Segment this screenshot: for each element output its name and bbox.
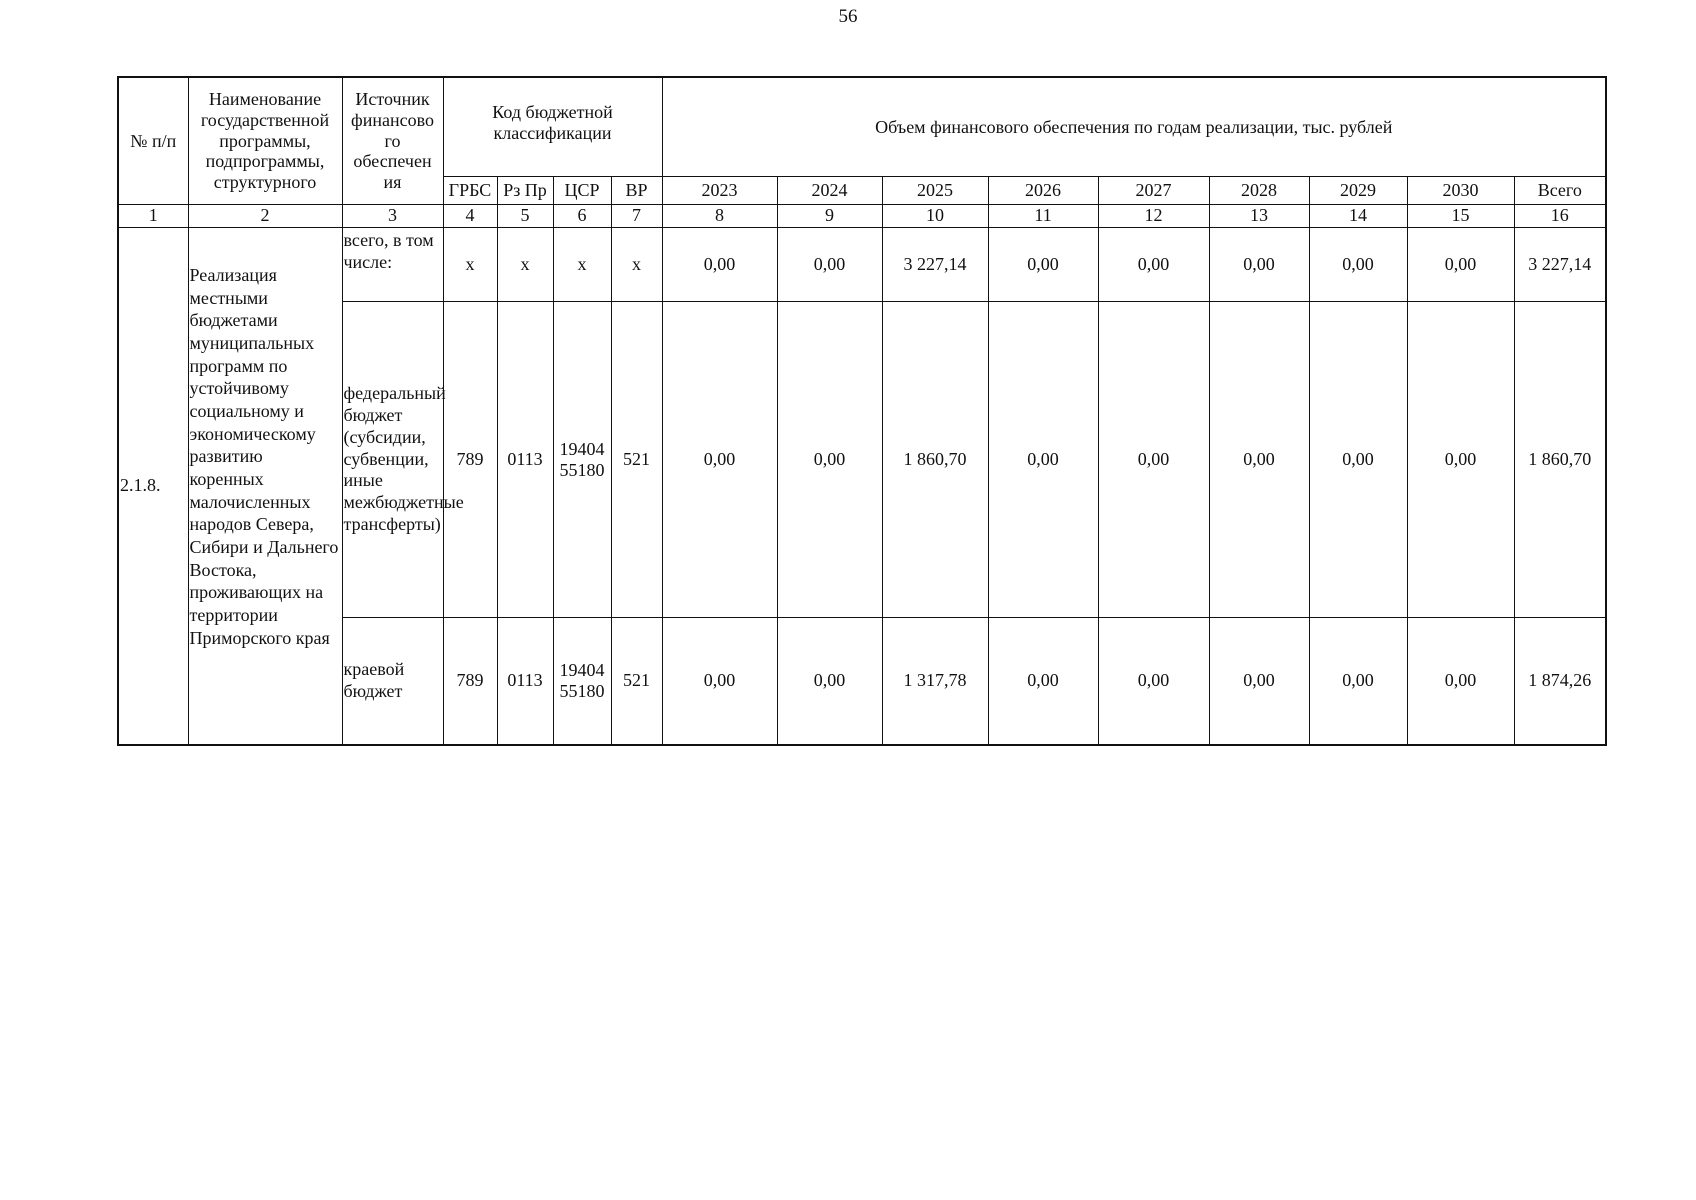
cell-csr: х bbox=[553, 228, 611, 302]
header-col-source: Источник финансово го обеспечен ия bbox=[342, 77, 443, 205]
cell-2029: 0,00 bbox=[1309, 228, 1407, 302]
header-vr: ВР bbox=[611, 177, 662, 205]
cell-csr: 19404 55180 bbox=[553, 618, 611, 746]
cell-2027: 0,00 bbox=[1098, 618, 1209, 746]
cell-2029: 0,00 bbox=[1309, 302, 1407, 618]
cell-vr: х bbox=[611, 228, 662, 302]
column-number-row bbox=[118, 205, 1606, 228]
header-col-num: № п/п bbox=[118, 77, 188, 205]
header-year-2030: 2030 bbox=[1407, 177, 1514, 205]
source-regional: краевой бюджет bbox=[342, 618, 443, 746]
cell-2028: 0,00 bbox=[1209, 228, 1309, 302]
column-number: 11 bbox=[988, 205, 1098, 228]
header-year-2023: 2023 bbox=[662, 177, 777, 205]
cell-2024: 0,00 bbox=[777, 228, 882, 302]
cell-vr: 521 bbox=[611, 302, 662, 618]
cell-grbs: 789 bbox=[443, 618, 497, 746]
cell-2023: 0,00 bbox=[662, 228, 777, 302]
header-total: Всего bbox=[1514, 177, 1606, 205]
column-number: 16 bbox=[1514, 205, 1606, 228]
column-number: 15 bbox=[1407, 205, 1514, 228]
cell-2030: 0,00 bbox=[1407, 618, 1514, 746]
header-year-2027: 2027 bbox=[1098, 177, 1209, 205]
column-number: 12 bbox=[1098, 205, 1209, 228]
column-number: 9 bbox=[777, 205, 882, 228]
cell-total: 3 227,14 bbox=[1514, 228, 1606, 302]
header-year-2025: 2025 bbox=[882, 177, 988, 205]
table-row bbox=[118, 302, 1606, 618]
header-col-code-label: Код бюджетной классификации bbox=[492, 102, 613, 143]
cell-2030: 0,00 bbox=[1407, 302, 1514, 618]
entry-number: 2.1.8. bbox=[118, 228, 188, 746]
column-number: 1 bbox=[118, 205, 188, 228]
table-row bbox=[118, 618, 1606, 746]
column-number: 4 bbox=[443, 205, 497, 228]
cell-vr: 521 bbox=[611, 618, 662, 746]
cell-csr: 19404 55180 bbox=[553, 302, 611, 618]
column-number: 10 bbox=[882, 205, 988, 228]
column-number: 14 bbox=[1309, 205, 1407, 228]
column-number: 7 bbox=[611, 205, 662, 228]
budget-table bbox=[117, 76, 1607, 746]
cell-total: 1 860,70 bbox=[1514, 302, 1606, 618]
cell-2025: 1 860,70 bbox=[882, 302, 988, 618]
header-year-2028: 2028 bbox=[1209, 177, 1309, 205]
cell-rzpr: 0113 bbox=[497, 302, 553, 618]
cell-2026: 0,00 bbox=[988, 618, 1098, 746]
header-col-name: Наименование государственной программы, подпрограммы, структурного bbox=[188, 77, 342, 205]
header-year-2026: 2026 bbox=[988, 177, 1098, 205]
header-csr: ЦСР bbox=[553, 177, 611, 205]
cell-2027: 0,00 bbox=[1098, 228, 1209, 302]
column-number: 13 bbox=[1209, 205, 1309, 228]
header-year-2024: 2024 bbox=[777, 177, 882, 205]
cell-grbs: х bbox=[443, 228, 497, 302]
cell-2028: 0,00 bbox=[1209, 302, 1309, 618]
program-name: Реализация местными бюджетами муниципальных программ по устойчивому социальному и экономическому развитию коренных малочисленных народов Севера, Сибири и Дальнего Востока, проживающих на территории Приморского края bbox=[188, 228, 342, 746]
cell-2029: 0,00 bbox=[1309, 618, 1407, 746]
cell-2025: 3 227,14 bbox=[882, 228, 988, 302]
header-col-code bbox=[443, 77, 662, 177]
header-grbs: ГРБС bbox=[443, 177, 497, 205]
cell-rzpr: 0113 bbox=[497, 618, 553, 746]
column-number: 6 bbox=[553, 205, 611, 228]
column-number: 8 bbox=[662, 205, 777, 228]
cell-2030: 0,00 bbox=[1407, 228, 1514, 302]
cell-2023: 0,00 bbox=[662, 618, 777, 746]
header-col-volume: Объем финансового обеспечения по годам реализации, тыс. рублей bbox=[662, 77, 1606, 177]
source-federal: федеральный бюджет (субсидии, субвенции, иные межбюджетные трансферты) bbox=[342, 302, 443, 618]
source-total: всего, в том числе: bbox=[342, 228, 443, 302]
page-number: 56 bbox=[838, 6, 858, 27]
cell-2026: 0,00 bbox=[988, 228, 1098, 302]
column-number: 2 bbox=[188, 205, 342, 228]
header-row bbox=[118, 77, 1606, 177]
cell-grbs: 789 bbox=[443, 302, 497, 618]
column-number: 5 bbox=[497, 205, 553, 228]
header-rzpr: Рз Пр bbox=[497, 177, 553, 205]
cell-total: 1 874,26 bbox=[1514, 618, 1606, 746]
cell-rzpr: х bbox=[497, 228, 553, 302]
cell-2024: 0,00 bbox=[777, 618, 882, 746]
table-row bbox=[118, 228, 1606, 302]
cell-2023: 0,00 bbox=[662, 302, 777, 618]
header-year-2029: 2029 bbox=[1309, 177, 1407, 205]
cell-2026: 0,00 bbox=[988, 302, 1098, 618]
cell-2027: 0,00 bbox=[1098, 302, 1209, 618]
cell-2025: 1 317,78 bbox=[882, 618, 988, 746]
cell-2024: 0,00 bbox=[777, 302, 882, 618]
cell-2028: 0,00 bbox=[1209, 618, 1309, 746]
column-number: 3 bbox=[342, 205, 443, 228]
